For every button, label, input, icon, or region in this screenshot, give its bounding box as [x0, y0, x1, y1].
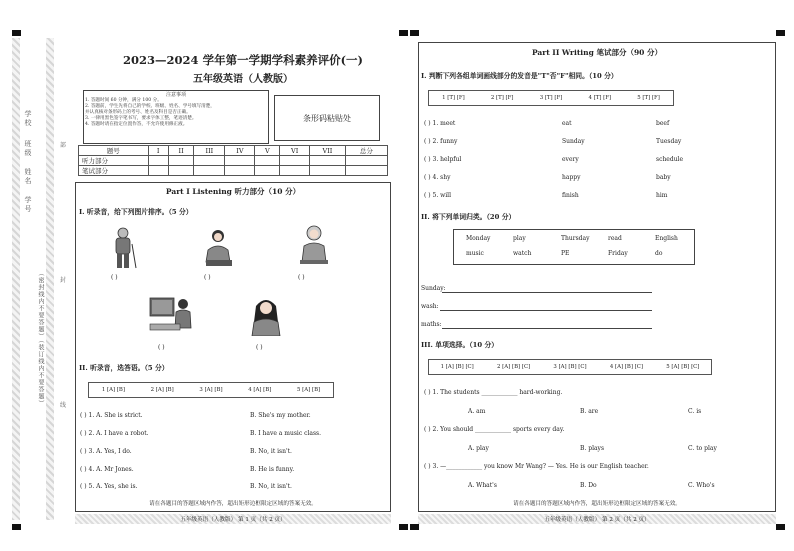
question-item: ( ) 5. A. Yes, she is. — [80, 483, 138, 490]
answer-option[interactable]: 1 [A] [B] — [101, 387, 125, 393]
answer-option[interactable]: 4 [T] [F] — [588, 95, 612, 101]
answer-option[interactable]: 2 [T] [F] — [490, 95, 514, 101]
answer-option[interactable]: 5 [A] [B] — [297, 387, 321, 393]
writing-q2-title: II. 将下列单词归类。（20 分） — [421, 213, 516, 221]
notice-heading: 注意事项 — [165, 92, 186, 98]
side-label-class: 班 级 — [24, 140, 32, 157]
mc-question: ( ) 3. —____________ you know Mr Wang? — Yes. He is our English teacher. — [424, 463, 649, 470]
phonics-item: ( ) 1. meet — [424, 120, 456, 127]
writing-q3-title: III. 单项选择。（10 分） — [421, 341, 499, 349]
listening-q2-title: II. 听录音，选答语。（5 分） — [79, 364, 169, 372]
mc-option-c: C. Who's — [688, 482, 715, 489]
question-item: ( ) 3. A. Yes, I do. — [80, 448, 132, 455]
category-label: wash: — [421, 303, 439, 310]
side-label-name: 姓 名 — [24, 168, 32, 185]
word-bank-word: music — [466, 250, 484, 257]
word-bank-word: PE — [561, 250, 570, 257]
answer-paren[interactable]: ( ) — [111, 274, 118, 281]
side-label-school: 学 校 — [24, 110, 32, 127]
word-bank-word: do — [655, 250, 663, 257]
answer-option[interactable]: 3 [T] [F] — [539, 95, 563, 101]
answer-line[interactable] — [442, 328, 652, 329]
part1-title: Part I Listening 听力部分（10 分） — [165, 187, 301, 196]
answer-paren[interactable]: ( ) — [204, 274, 211, 281]
mc-option-a: A. play — [468, 445, 489, 452]
answer-option[interactable]: 5 [T] [F] — [637, 95, 660, 101]
mc-question: ( ) 1. The students ____________ hard-working. — [424, 389, 563, 396]
option-b: B. No, it isn't. — [250, 483, 292, 490]
phonics-word: happy — [562, 174, 581, 181]
vertical-note: （密封线内不要答题）（装订线内不要答题） — [37, 270, 44, 407]
phonics-word: Sunday — [562, 138, 585, 145]
grandma-picture — [296, 224, 332, 268]
score-row-writing: 笔试部分 — [79, 166, 149, 176]
answer-paren[interactable]: ( ) — [256, 344, 263, 351]
part2-title: Part II Writing 笔试部分（90 分） — [531, 48, 662, 57]
category-label: maths: — [421, 321, 442, 328]
notice-line: 4. 答题时请在指定位置作答，不允许使用修正液。 — [85, 122, 188, 127]
page-footer: 五年级英语（人教版） 第 2 页（共 2 页） — [544, 517, 650, 523]
phonics-item: ( ) 5. will — [424, 192, 452, 199]
listening-q1-title: I. 听录音，给下列图片排序。（5 分） — [79, 208, 193, 216]
score-header: VI — [280, 146, 310, 156]
score-header: IV — [225, 146, 255, 156]
word-bank-word: read — [608, 235, 622, 242]
registration-mark — [399, 524, 408, 530]
girl-portrait-picture — [250, 296, 282, 336]
phonics-word: schedule — [656, 156, 684, 163]
barcode-label: 条形码粘贴处 — [303, 113, 351, 123]
classroom-teacher-picture — [148, 294, 194, 334]
registration-mark — [399, 30, 408, 36]
exam-subtitle: 五年级英语（人教版） — [193, 74, 293, 85]
writing-q1-title: I. 判断下列各组单词画线部分的发音是"T"否"F"相同。（10 分） — [421, 72, 618, 80]
registration-mark — [12, 30, 21, 36]
phonics-word: eat — [562, 120, 572, 127]
word-bank-word: play — [513, 235, 526, 242]
phonics-word: him — [656, 192, 668, 199]
mc-option-b: B. are — [580, 408, 599, 415]
boundary-note: 请在各题目的答题区域内作答，超出矩形边框限定区域的答案无效。 — [513, 501, 681, 507]
answer-option[interactable]: 2 [A] [B] — [150, 387, 174, 393]
answer-card — [428, 90, 674, 106]
phonics-word: Tuesday — [656, 138, 682, 145]
option-b: B. I have a music class. — [250, 430, 322, 437]
score-header: VII — [310, 146, 346, 156]
answer-option[interactable]: 3 [A] [B] — [199, 387, 223, 393]
word-bank-word: English — [655, 235, 678, 242]
option-b: B. He is funny. — [250, 466, 295, 473]
word-bank-word: Friday — [608, 250, 628, 257]
phonics-item: ( ) 3. helpful — [424, 156, 462, 163]
mc-option-a: A. What's — [468, 482, 497, 489]
answer-option[interactable]: 2 [A] [B] [C] — [497, 364, 531, 370]
phonics-item: ( ) 2. funny — [424, 138, 458, 145]
word-bank-word: Monday — [466, 235, 491, 242]
page-footer: 五年级英语（人教版） 第 1 页（共 2 页） — [180, 517, 286, 523]
side-mark-feng: 封 — [60, 277, 67, 284]
answer-option[interactable]: 3 [A] [B] [C] — [553, 364, 587, 370]
question-item: ( ) 2. A. I have a robot. — [80, 430, 149, 437]
answer-option[interactable]: 1 [A] [B] [C] — [440, 364, 474, 370]
mc-option-b: B. plays — [580, 445, 605, 452]
registration-mark — [776, 524, 785, 530]
boundary-note: 请在各题目的答题区域内作答，超出矩形边框限定区域的答案无效。 — [149, 501, 317, 507]
answer-paren[interactable]: ( ) — [298, 274, 305, 281]
question-item: ( ) 1. A. She is strict. — [80, 412, 143, 419]
old-man-picture — [106, 226, 140, 270]
option-b: B. No, it isn't. — [250, 448, 292, 455]
word-bank-word: Thursday — [561, 235, 590, 242]
score-header: 题号 — [79, 146, 149, 156]
notice-line: 1. 答题时间 60 分钟，满分 100 分。 — [85, 98, 162, 103]
notice-line: 2. 答题前，学生先将自己的学校、班级、姓名、学号填写清楚， — [85, 104, 215, 109]
answer-line[interactable] — [440, 310, 652, 311]
word-bank-word: watch — [513, 250, 532, 257]
phonics-word: baby — [656, 174, 671, 181]
registration-mark — [776, 30, 785, 36]
phonics-word: every — [562, 156, 579, 163]
question-item: ( ) 4. A. Mr Jones. — [80, 466, 134, 473]
answer-card — [88, 382, 334, 398]
score-header: I — [148, 146, 168, 156]
score-row-listening: 听力部分 — [79, 156, 149, 166]
barcode-area — [274, 95, 380, 141]
phonics-item: ( ) 4. shy — [424, 174, 451, 181]
score-header: II — [168, 146, 194, 156]
notice-line: 3. 一律用黑色签字笔书写，要求字体工整，笔迹清楚。 — [85, 116, 197, 121]
answer-option[interactable]: 1 [T] [F] — [442, 95, 465, 101]
writing-section — [418, 42, 776, 512]
answer-card — [428, 359, 712, 375]
mc-option-b: B. Do — [580, 482, 597, 489]
score-header: III — [194, 146, 225, 156]
registration-mark — [410, 30, 419, 36]
answer-option[interactable]: 4 [A] [B] [C] — [609, 364, 643, 370]
mc-option-c: C. to play — [688, 445, 717, 452]
side-mark-bu: 部 — [60, 142, 67, 149]
answer-paren[interactable]: ( ) — [158, 344, 165, 351]
answer-line[interactable] — [442, 292, 652, 293]
notice-line: 并认真核对条形码上的考号、姓名及科目是否正确。 — [85, 110, 191, 115]
answer-option[interactable]: 4 [A] [B] — [248, 387, 272, 393]
notice — [85, 92, 267, 144]
phonics-word: beef — [656, 120, 670, 127]
side-label-number: 学 号 — [24, 196, 32, 213]
score-header: V — [255, 146, 280, 156]
mc-option-c: C. is — [688, 408, 702, 415]
score-header: 总分 — [345, 146, 387, 156]
mc-question: ( ) 2. You should ____________ sports every day. — [424, 426, 565, 433]
girl-sitting-picture — [202, 228, 236, 268]
option-b: B. She's my mother. — [250, 412, 311, 419]
exam-title: 2023—2024 学年第一学期学科素养评价(一) — [123, 53, 363, 67]
registration-mark — [12, 524, 21, 530]
score-table — [78, 145, 388, 176]
category-label: Sunday: — [421, 285, 446, 292]
answer-option[interactable]: 5 [A] [B] [C] — [666, 364, 700, 370]
mc-option-a: A. am — [468, 408, 486, 415]
phonics-word: finish — [562, 192, 579, 199]
side-mark-xian: 线 — [60, 402, 67, 409]
registration-mark — [410, 524, 419, 530]
